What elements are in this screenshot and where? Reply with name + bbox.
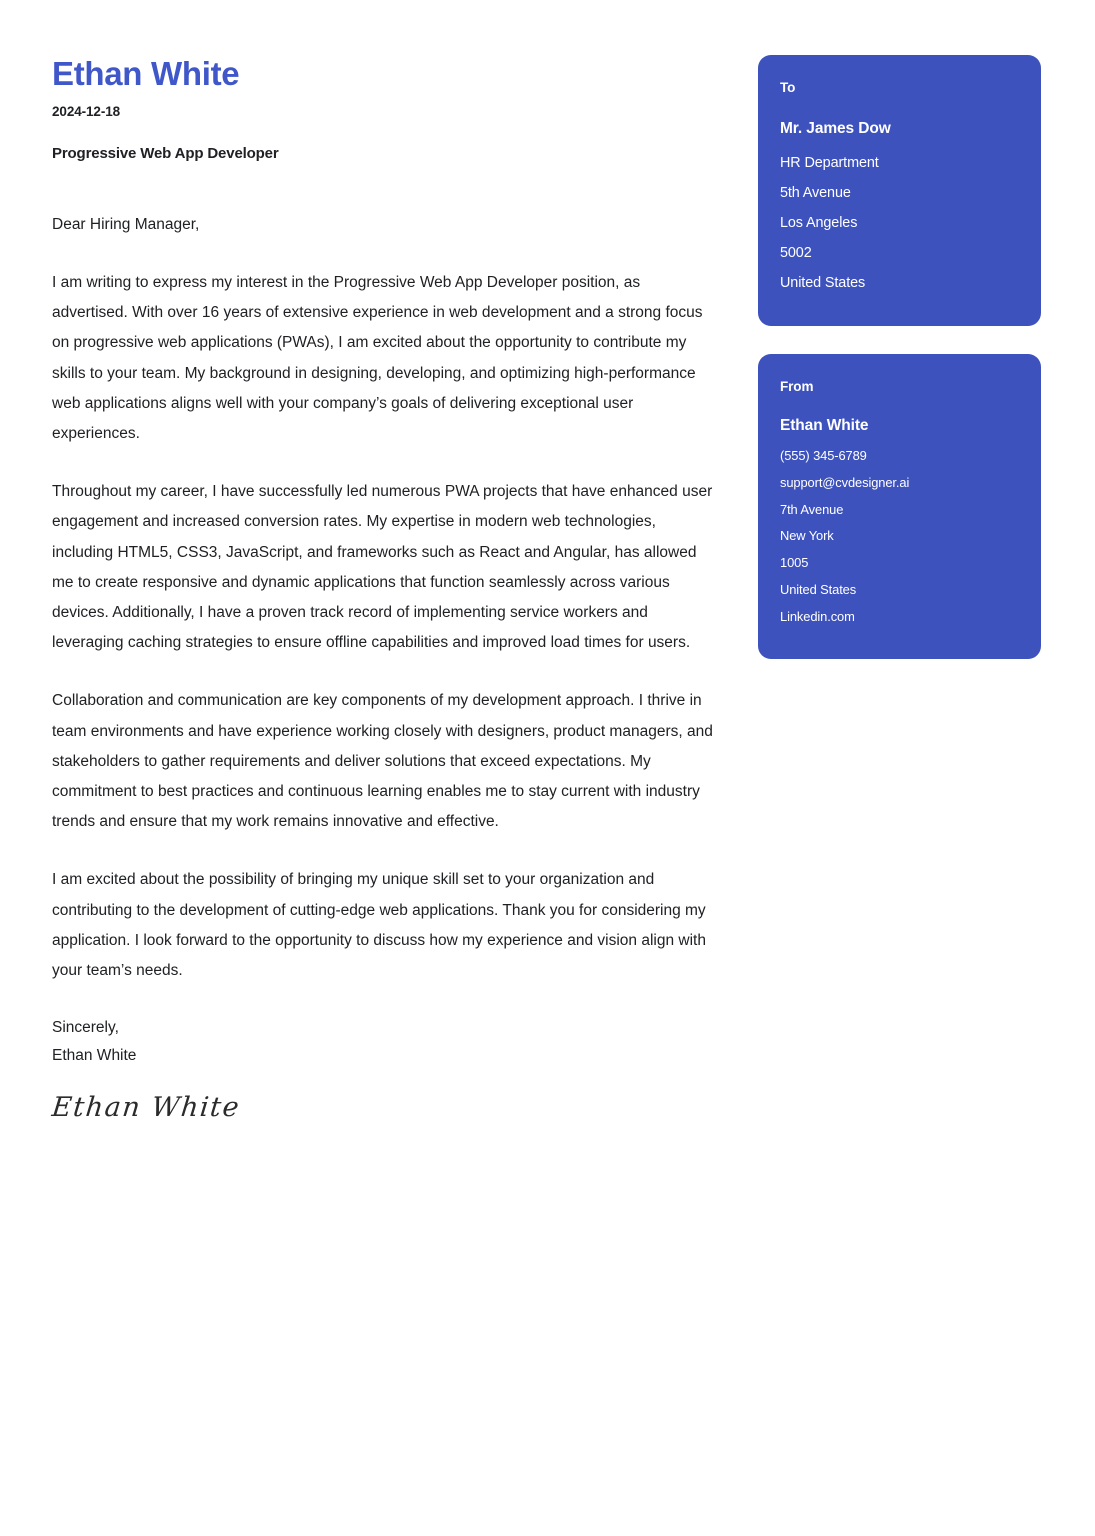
sender-website: Linkedin.com [780,608,855,624]
body-paragraph-3: Collaboration and communication are key components of my development approach. I thrive in team environments and have experience working closely with designers, product managers, and stakeholders to gather requirements and deliver solutions that exceed expectations. My commitment to best practices and continuous learning enables me to stay current with industry trends and ensure that my work remains innovative and effective. [52,692,713,831]
recipient-line: 5th Avenue [780,185,851,201]
closing-name: Ethan White [52,1047,137,1065]
from-card [758,354,1041,659]
signature: Ethan White [50,1092,242,1124]
body-paragraph-1: I am writing to express my interest in the Progressive Web App Developer position, as advertised. With over 16 years of extensive experience in web development and a strong focus on progressive web applications (PWAs), I am excited about the opportunity to contribute my skills to your team. My background in designing, developing, and optimizing high-performance web applications aligns well with your company’s goals of delivering exceptional user experiences. [52,273,703,442]
to-card [758,55,1041,326]
letter-content [50,55,714,1124]
to-card-label: To [780,80,796,95]
address-cards [758,55,1041,659]
from-card-label: From [780,379,814,394]
sender-country: United States [780,581,857,597]
sender-postal-code: 1005 [780,555,809,571]
sender-street: 7th Avenue [780,501,844,517]
closing-block [52,1014,714,1070]
sender-city: New York [780,528,834,544]
sender-name: Ethan White [780,416,869,434]
recipient-line: 5002 [780,245,812,261]
salutation: Dear Hiring Manager, [52,215,200,233]
recipient-name: Mr. James Dow [780,119,891,137]
sender-phone: (555) 345-6789 [780,448,867,463]
body-paragraph-2: Throughout my career, I have successfully led numerous PWA projects that have enhanced user engagement and increased conversion rates. My expertise in modern web technologies, including HTML5, CSS3, JavaScript, and frameworks such as React and Angular, has allowed me to create responsive and dynamic applications that function seamlessly across various devices. Additionally, I have a proven track record of implementing service workers and leveraging caching strategies to ensure offline capabilities and improved load times for users. [52,483,713,652]
letter-date: 2024-12-18 [52,103,121,119]
job-title: Progressive Web App Developer [52,144,279,162]
page-title: Ethan White [52,55,240,92]
body-paragraph-4: I am excited about the possibility of bringing my unique skill set to your organization and contributing to the development of cutting-edge web applications. Thank you for considering my application. I look forward to the opportunity to discuss how my experience and vision align with your team’s needs. [52,871,706,979]
closing-salutation: Sincerely, [52,1019,119,1037]
sender-email: support@cvdesigner.ai [780,474,910,490]
recipient-line: Los Angeles [780,215,858,231]
recipient-line: United States [780,275,866,291]
recipient-line: HR Department [780,155,879,171]
